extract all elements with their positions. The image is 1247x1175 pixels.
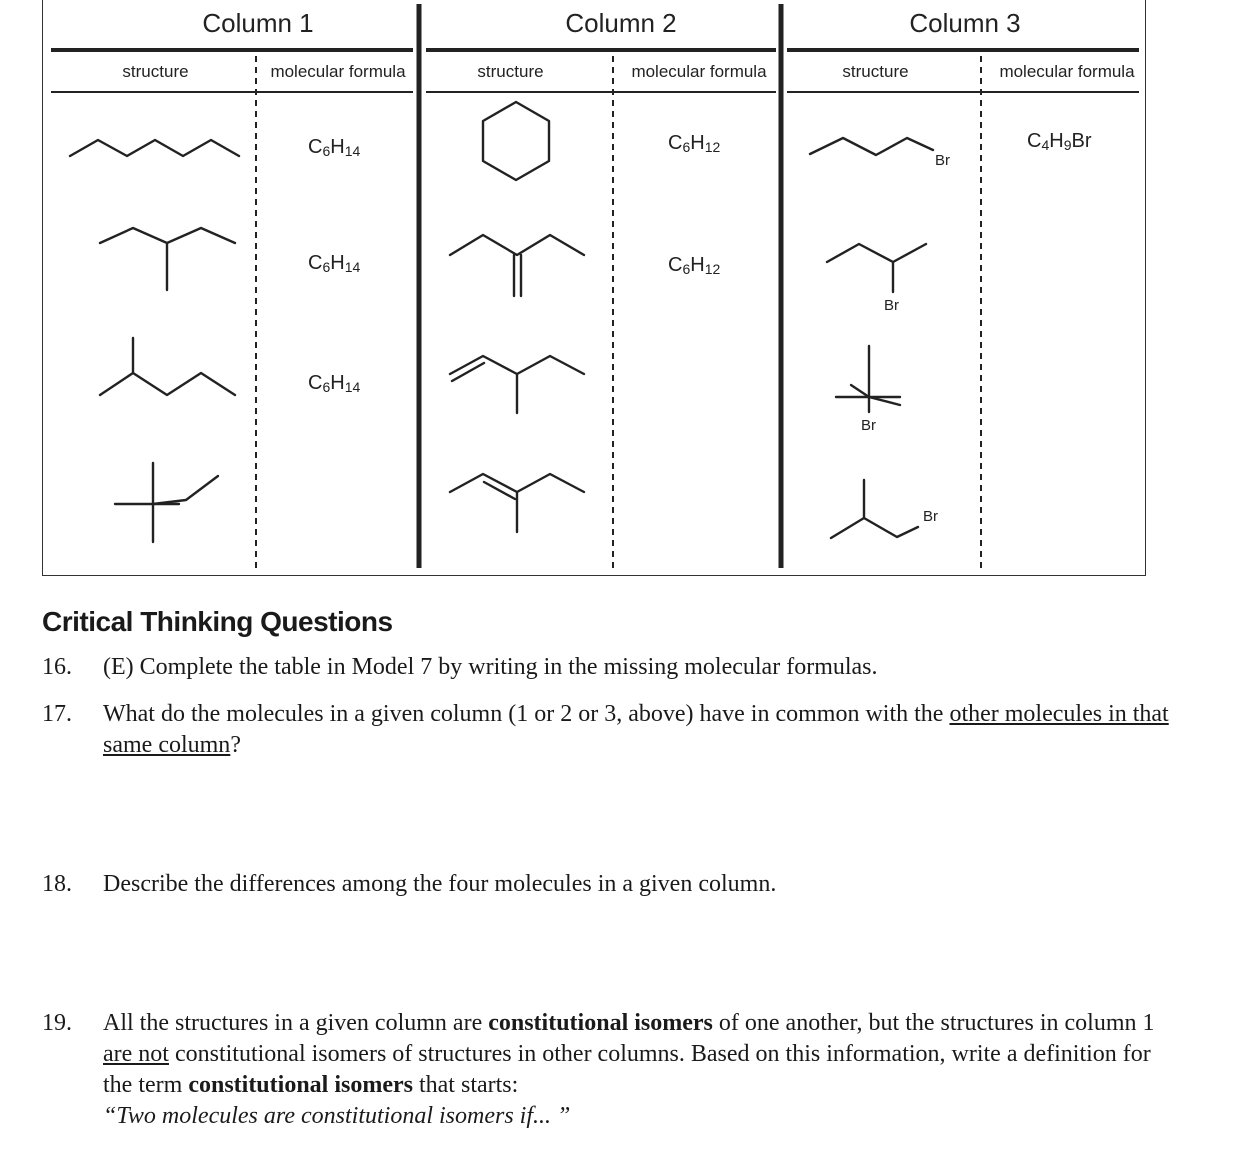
- question-text: Describe the differences among the four molecules in a given column.: [103, 871, 777, 897]
- question-text: What do the molecules in a given column (1 or 2 or 3, above) have in common with the other molecules in that same column?: [103, 701, 1169, 758]
- molecular-formula: $C_6H_{14}$: [308, 136, 361, 159]
- alkene-structure-3: [450, 474, 584, 492]
- formula-header: molecular formula: [999, 62, 1135, 81]
- br-label: Br: [923, 508, 938, 525]
- definition-prompt: “Two molecules are constitutional isomers if... ”: [103, 1103, 571, 1129]
- structure-header: structure: [477, 62, 544, 81]
- formula-header: molecular formula: [270, 62, 406, 81]
- structure-header: structure: [842, 62, 909, 81]
- model-7-table: [42, 0, 1146, 576]
- question-text: All the structures in a given column are constitutional isomers of one another, but the structures in column 1 are not constitutional isomers of structures in other columns. Based on this information, write a definition for the term constitutional isomers that starts: “Two molecules are constitutional isomers if... ”: [103, 1010, 1155, 1129]
- section-title: Critical Thinking Questions: [42, 606, 393, 637]
- molecular-formula: $C_6H_{14}$: [308, 252, 361, 275]
- 3-methylpentane-structure: [100, 373, 235, 395]
- 2-bromobutane-structure: [827, 244, 926, 262]
- question-number: 16.: [42, 654, 72, 680]
- question-number: 19.: [42, 1010, 72, 1036]
- molecular-formula: $C_6H_{12}$: [668, 254, 721, 277]
- structure-header: structure: [122, 62, 189, 81]
- br-label: Br: [935, 152, 950, 169]
- alkene-structure-1: [450, 235, 584, 255]
- molecular-formula: $C_6H_{14}$: [308, 372, 361, 395]
- table-grid: [43, 0, 1147, 576]
- molecular-formula: $C_6H_{12}$: [668, 132, 721, 155]
- question-number: 17.: [42, 701, 72, 727]
- column-2-title: Column 2: [565, 8, 677, 38]
- critical-thinking-questions: [42, 606, 1232, 1129]
- 2-methylpentane-structure: [100, 228, 235, 243]
- cyclohexane-structure: [483, 102, 549, 180]
- 1-bromobutane-structure: [810, 138, 933, 155]
- br-label: Br: [884, 297, 899, 314]
- br-label: Br: [861, 417, 876, 434]
- question-number: 18.: [42, 871, 72, 897]
- column-1-title: Column 1: [202, 8, 314, 38]
- column-3-title: Column 3: [909, 8, 1021, 38]
- question-text: (E) Complete the table in Model 7 by writing in the missing molecular formulas.: [103, 654, 878, 680]
- formula-header: molecular formula: [631, 62, 767, 81]
- molecular-formula: $C_4H_9Br$: [1027, 130, 1092, 153]
- 1-bromo-2-methylpropane-structure: [831, 518, 918, 538]
- hexane-structure: [70, 140, 239, 156]
